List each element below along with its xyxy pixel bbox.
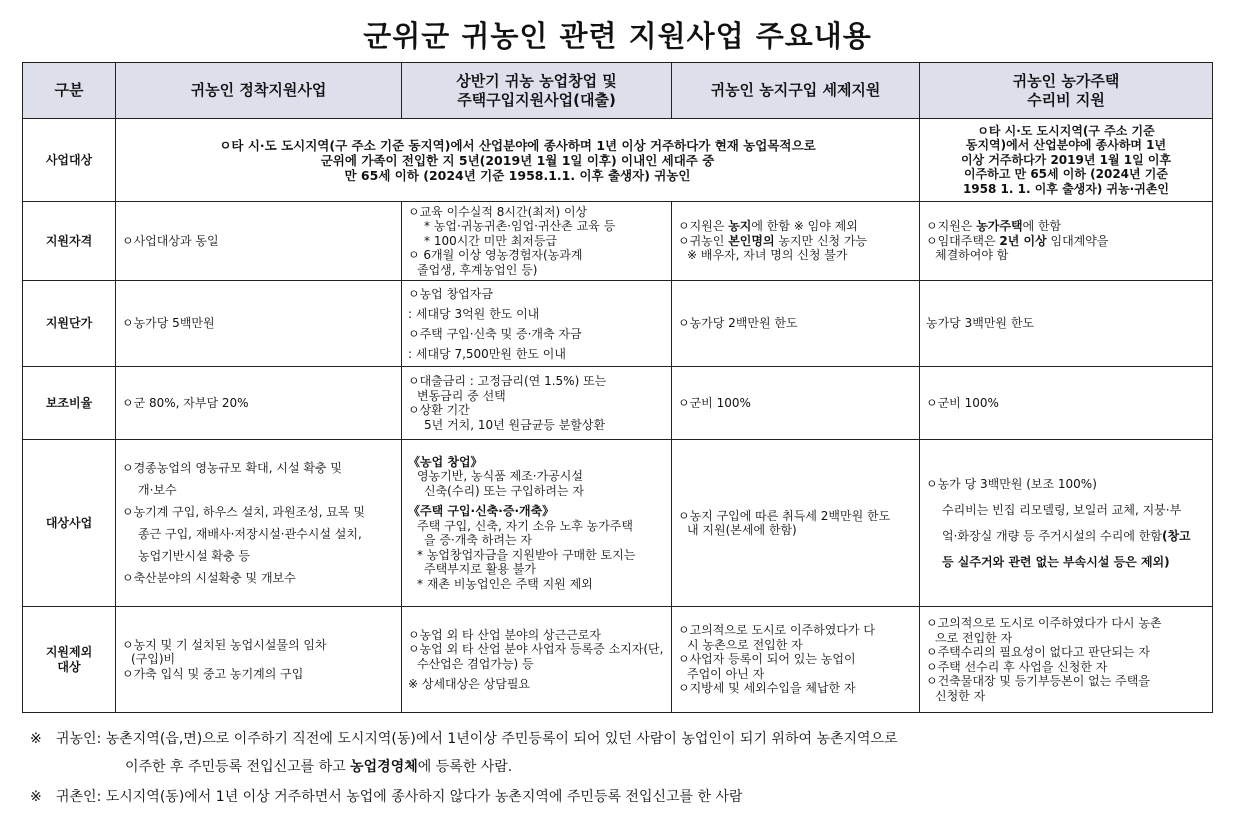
- subsidy-ratio-col2: ㅇ대출금리 : 고정금리(연 1.5%) 또는 변동금리 중 선택 ㅇ상환 기간 5년 거치, 10년 원금균등 분할상환: [402, 367, 672, 440]
- unit-price-col3: ㅇ농가당 2백만원 한도: [672, 281, 920, 367]
- table-row-unit-price: [23, 281, 1213, 367]
- page-title: 군위군 귀농인 관련 지원사업 주요내용: [363, 19, 872, 53]
- qualification-col4: ㅇ지원은 농가주택에 한함 ㅇ임대주택은 2년 이상 임대계약을 체결하여야 함: [920, 202, 1213, 281]
- row-label-exclusion: 지원제외 대상: [23, 607, 116, 713]
- header-farmland-tax-support: 귀농인 농지구입 세제지원: [672, 63, 920, 119]
- subsidy-ratio-col1: ㅇ군 80%, 자부담 20%: [116, 367, 402, 440]
- header-category: 구분: [23, 63, 116, 119]
- table-row-subsidy-ratio: [23, 367, 1213, 440]
- target-projects-col3: ㅇ농지 구입에 따른 취득세 2백만원 한도 내 지원(본세에 한함): [672, 440, 920, 607]
- qualification-col2: ㅇ교육 이수실적 8시간(최저) 이상 * 농업·귀농귀촌·임업·귀산촌 교육 등 * 100시간 미만 최저등급 ㅇ 6개월 이상 영농경험자(농과계 졸업생, 후계농업인 등): [402, 202, 672, 281]
- table-header-row: [23, 63, 1213, 119]
- table-row-target: [23, 119, 1213, 202]
- support-program-table: [22, 62, 1213, 713]
- row-label-target: 사업대상: [23, 119, 116, 202]
- exclusion-col4: ㅇ고의적으로 도시로 이주하였다가 다시 농촌 으로 전입한 자 ㅇ주택수리의 필요성이 없다고 판단되는 자 ㅇ주택 선수리 후 사업을 신청한 자 ㅇ건축물대장 및 등기부등본이 없는 주택을 신청한 자: [920, 607, 1213, 713]
- note-returning-rural: ※ 귀촌인: 도시지역(동)에서 1년 이상 거주하면서 농업에 종사하지 않다가 농촌지역에 주민등록 전입신고를 한 사람: [30, 789, 743, 805]
- target-projects-col4: ㅇ농가 당 3백만원 (보조 100%) 수리비는 빈집 리모델링, 보일러 교체, 지붕·부 엌·화장실 개량 등 주거시설의 수리에 한함(창고 등 실주거와 관련 없는 부속시설 등은 제외): [920, 440, 1213, 607]
- header-startup-housing-loan: 상반기 귀농 농업창업 및 주택구입지원사업(대출): [402, 63, 672, 119]
- table-row-target-projects: [23, 440, 1213, 607]
- exclusion-col1: ㅇ농지 및 기 설치된 농업시설물의 임차 (구입)비 ㅇ가축 입식 및 중고 농기계의 구입: [116, 607, 402, 713]
- header-settlement-support: 귀농인 정착지원사업: [116, 63, 402, 119]
- unit-price-col1: ㅇ농가당 5백만원: [116, 281, 402, 367]
- note-returning-farmer: ※ 귀농인: 농촌지역(읍,면)으로 이주하기 직전에 도시지역(동)에서 1년이상 주민등록이 되어 있던 사람이 농업인이 되기 위하여 농촌지역으로 이주한 후 주민등록 전입신고를 하고 농업경영체에 등록한 사람.: [30, 731, 898, 775]
- target-projects-col2: 《농업 창업》 영농기반, 농식품 제조·가공시설 신축(수리) 또는 구입하려는 자 《주택 구입·신축·증·개축》 주택 구입, 신축, 자기 소유 노후 농가주택 을 증·개축 하려는 자 * 농업창업자금을 지원받아 구매한 토지는 주택부지로 활용 불가 * 재촌 비농업인은 주택 지원 제외: [402, 440, 672, 607]
- unit-price-col2: ㅇ농업 창업자금 : 세대당 3억원 한도 이내 ㅇ주택 구입·신축 및 증·개축 자금 : 세대당 7,500만원 한도 이내: [402, 281, 672, 367]
- target-projects-col1: ㅇ경종농업의 영농규모 확대, 시설 확충 및 개·보수 ㅇ농기계 구입, 하우스 설치, 과원조성, 묘목 및 종근 구입, 재배사·저장시설·관수시설 설치, 농업기반시설 확충 등 ㅇ축산분야의 시설확충 및 개보수: [116, 440, 402, 607]
- row-label-subsidy-ratio: 보조비율: [23, 367, 116, 440]
- qualification-col1: ㅇ사업대상과 동일: [116, 202, 402, 281]
- table-row-exclusion: [23, 607, 1213, 713]
- target-merged-cell: ㅇ타 시·도 도시지역(구 주소 기준 동지역)에서 산업분야에 종사하며 1년 이상 거주하다가 현재 농업목적으로 군위에 가족이 전입한 지 5년(2019년 1월 1일 이후) 이내인 세대주 중 만 65세 이하 (2024년 기준 1958.1.1. 이후 출생자) 귀농인: [116, 119, 920, 202]
- row-label-qualification: 지원자격: [23, 202, 116, 281]
- table-row-qualification: [23, 202, 1213, 281]
- subsidy-ratio-col3: ㅇ군비 100%: [672, 367, 920, 440]
- target-house-repair-cell: ㅇ타 시·도 도시지역(구 주소 기준 동지역)에서 산업분야에 종사하며 1년 이상 거주하다가 2019년 1월 1일 이후 이주하고 만 65세 이하 (2024년 기준 1958 1. 1. 이후 출생자) 귀농·귀촌인: [920, 119, 1213, 202]
- exclusion-col2: ㅇ농업 외 타 산업 분야의 상근근로자 ㅇ농업 외 타 산업 분야 사업자 등록증 소지자(단, 수산업은 겸업가능) 등 ※ 상세대상은 상담필요: [402, 607, 672, 713]
- qualification-col3: ㅇ지원은 농지에 한함 ※ 임야 제외 ㅇ귀농인 본인명의 농지만 신청 가능 ※ 배우자, 자녀 명의 신청 불가: [672, 202, 920, 281]
- subsidy-ratio-col4: ㅇ군비 100%: [920, 367, 1213, 440]
- header-house-repair-support: 귀농인 농가주택 수리비 지원: [920, 63, 1213, 119]
- unit-price-col4: 농가당 3백만원 한도: [920, 281, 1213, 367]
- exclusion-col3: ㅇ고의적으로 도시로 이주하였다가 다 시 농촌으로 전입한 자 ㅇ사업자 등록이 되어 있는 농업이 주업이 아닌 자 ㅇ지방세 및 세외수입을 체납한 자: [672, 607, 920, 713]
- row-label-target-projects: 대상사업: [23, 440, 116, 607]
- row-label-unit-price: 지원단가: [23, 281, 116, 367]
